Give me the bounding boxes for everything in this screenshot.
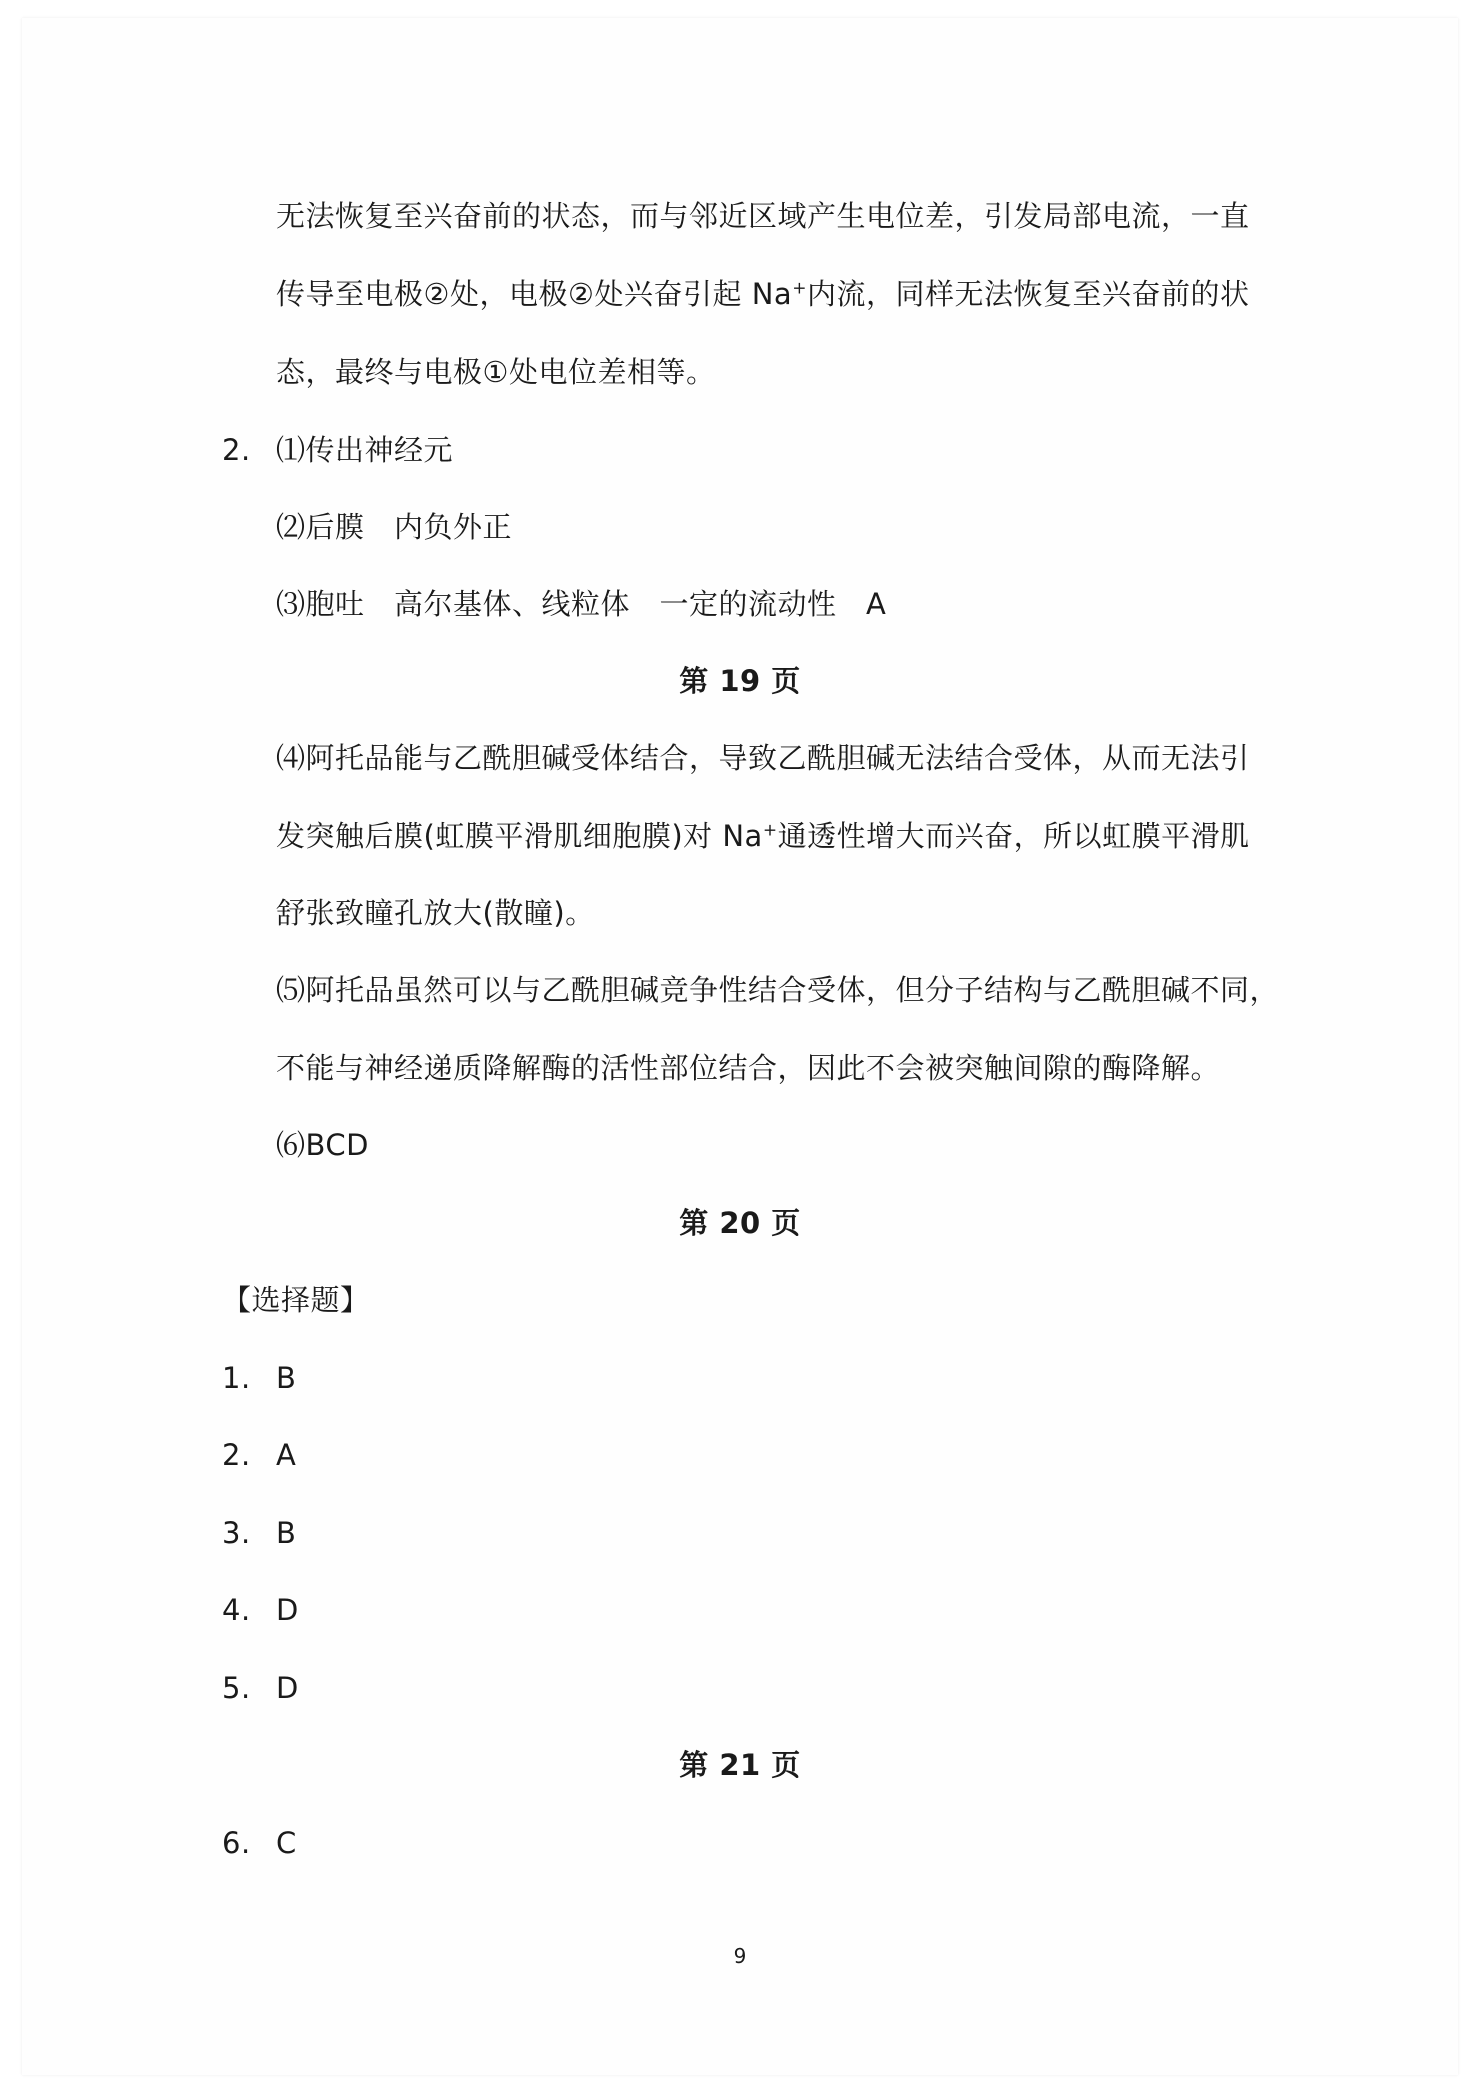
answer-number: 6.	[222, 1826, 251, 1860]
answer-choice: B	[276, 1361, 297, 1395]
paragraph-line: 无法恢复至兴奋前的状态，而与邻近区域产生电位差，引发局部电流，一直	[276, 199, 1250, 233]
paragraph-line: 不能与神经递质降解酶的活性部位结合，因此不会被突触间隙的酶降解。	[276, 1051, 1221, 1085]
answer-part-1: ⑴传出神经元	[276, 433, 454, 467]
paragraph-line: 态，最终与电极①处电位差相等。	[276, 355, 716, 389]
answer-number: 1.	[222, 1361, 251, 1395]
section-title: 【选择题】	[222, 1283, 370, 1317]
answer-part-4: ⑷阿托品能与乙酰胆碱受体结合，导致乙酰胆碱无法结合受体，从而无法引	[276, 741, 1250, 775]
answer-choice: B	[276, 1516, 297, 1550]
page-number: 9	[733, 1944, 747, 1968]
answer-number: 3.	[222, 1516, 251, 1550]
answer-number: 4.	[222, 1593, 251, 1627]
page-heading-20: 第 20 页	[679, 1206, 801, 1240]
question-number: 2.	[222, 433, 251, 467]
answer-part-6: ⑹BCD	[276, 1128, 369, 1162]
answer-part-5: ⑸阿托品虽然可以与乙酰胆碱竞争性结合受体，但分子结构与乙酰胆碱不同，	[276, 973, 1280, 1007]
paragraph-line: 舒张致瞳孔放大(散瞳)。	[276, 896, 595, 930]
answer-part-2: ⑵后膜 内负外正	[276, 510, 513, 544]
answer-choice: A	[276, 1438, 297, 1472]
answer-number: 2.	[222, 1438, 251, 1472]
answer-choice: C	[276, 1826, 297, 1860]
page-heading-19: 第 19 页	[679, 664, 801, 698]
answer-number: 5.	[222, 1671, 251, 1705]
paragraph-line: 发突触后膜(虹膜平滑肌细胞膜)对 Na+通透性增大而兴奋，所以虹膜平滑肌	[276, 819, 1250, 853]
paragraph-line: 传导至电极②处，电极②处兴奋引起 Na+内流，同样无法恢复至兴奋前的状	[276, 277, 1250, 311]
answer-choice: D	[276, 1671, 299, 1705]
answer-part-3: ⑶胞吐 高尔基体、线粒体 一定的流动性 A	[276, 587, 887, 621]
answer-choice: D	[276, 1593, 299, 1627]
page-heading-21: 第 21 页	[679, 1748, 801, 1782]
